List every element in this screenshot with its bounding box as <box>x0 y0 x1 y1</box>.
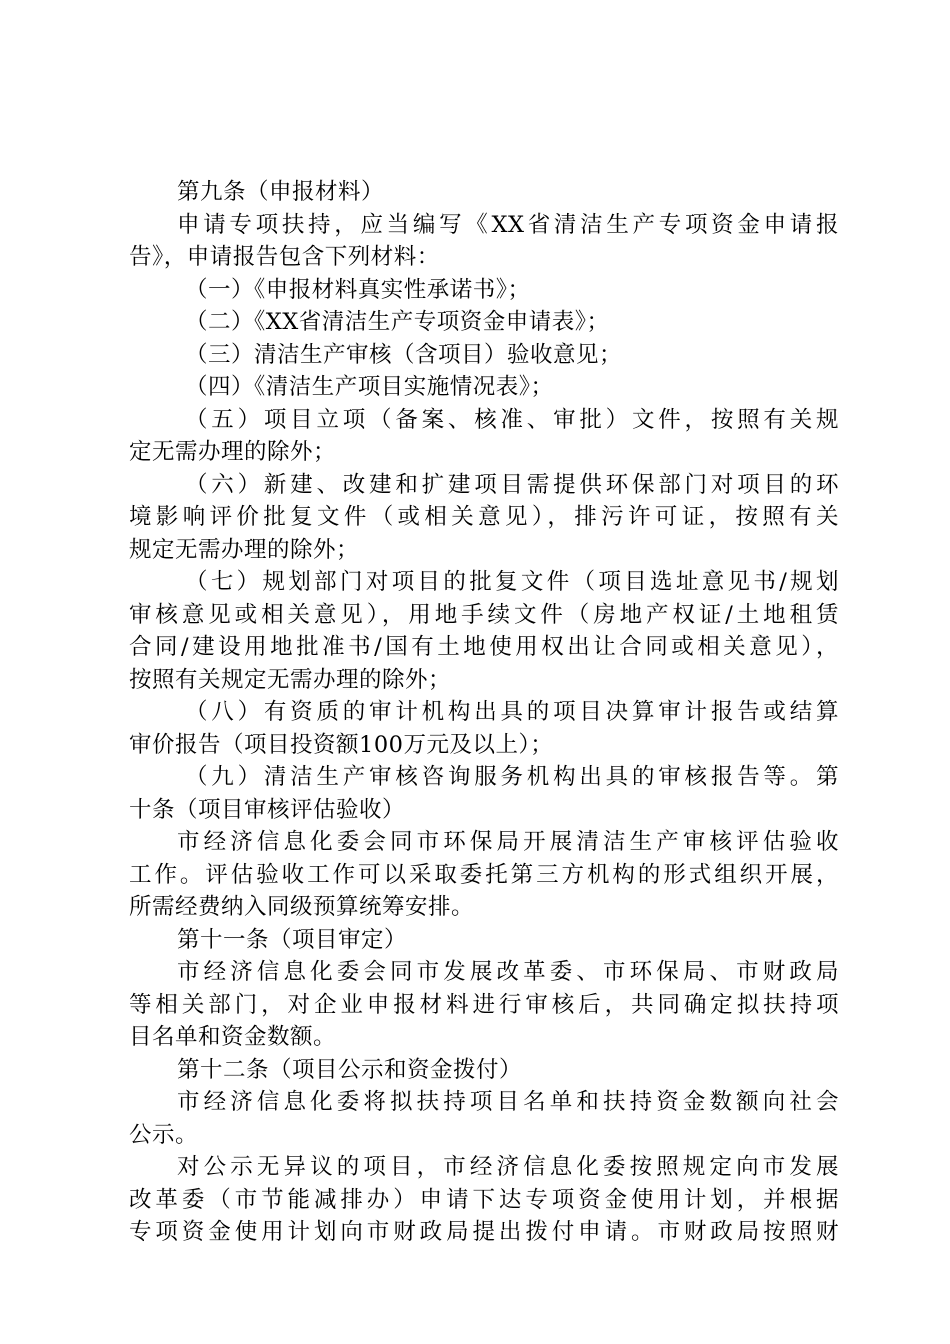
text-line: 审核意见或相关意见），用地手续文件（房地产权证/土地租赁 <box>129 601 839 628</box>
text-line: （六）新建、改建和扩建项目需提供环保部门对项目的环 <box>185 471 839 498</box>
text-line: 按照有关规定无需办理的除外； <box>129 666 452 693</box>
text-line: 目名单和资金数额。 <box>129 1024 337 1050</box>
text-line: 审价报告（项目投资额100万元及以上）； <box>129 731 554 758</box>
text-line: 第十一条（项目审定） <box>177 926 408 953</box>
text-line: 第十二条（项目公示和资金拨付） <box>177 1056 523 1083</box>
text-line: （四）《清洁生产项目实施情况表》； <box>185 374 554 400</box>
text-line: 工作。评估验收工作可以采取委托第三方机构的形式组织开展， <box>129 861 839 888</box>
text-line: 等相关部门，对企业申报材料进行审核后，共同确定拟扶持项 <box>129 991 839 1018</box>
text-line: （五）项目立项（备案、核准、审批）文件，按照有关规 <box>185 406 839 433</box>
text-line: 告》，申请报告包含下列材料： <box>129 244 440 270</box>
text-line: 所需经费纳入同级预算统筹安排。 <box>129 894 475 920</box>
text-line: 改革委（市节能减排办）申请下达专项资金使用计划，并根据 <box>129 1186 839 1213</box>
text-line: 对公示无异议的项目，市经济信息化委按照规定向市发展 <box>177 1154 839 1180</box>
text-line: 合同/建设用地批准书/国有土地使用权出让合同或相关意见）， <box>129 634 839 660</box>
text-line: （一）《申报材料真实性承诺书》； <box>185 276 531 303</box>
text-line: 市经济信息化委会同市发展改革委、市环保局、市财政局 <box>177 959 839 985</box>
text-line: （九）清洁生产审核咨询服务机构出具的审核报告等。第 <box>185 764 839 790</box>
text-line: （三）清洁生产审核（含项目）验收意见； <box>185 341 623 368</box>
text-line: 第九条（申报材料） <box>177 179 385 205</box>
text-line: 定无需办理的除外； <box>129 439 337 465</box>
text-line: 境影响评价批复文件（或相关意见），排污许可证，按照有关 <box>129 504 839 530</box>
text-line: 申请专项扶持，应当编写《XX省清洁生产专项资金申请报 <box>177 211 839 238</box>
text-line: 市经济信息化委将拟扶持项目名单和扶持资金数额向社会 <box>177 1089 839 1115</box>
document-body <box>129 176 839 1249</box>
text-line: 规定无需办理的除外； <box>129 536 360 563</box>
text-line: 专项资金使用计划向市财政局提出拨付申请。市财政局按照财 <box>129 1219 839 1245</box>
text-line: （八）有资质的审计机构出具的项目决算审计报告或结算 <box>185 699 839 725</box>
text-line: 市经济信息化委会同市环保局开展清洁生产审核评估验收 <box>177 829 839 855</box>
text-line: （二）《XX省清洁生产专项资金申请表》； <box>185 309 610 335</box>
text-line: 公示。 <box>129 1121 199 1148</box>
text-line: （七）规划部门对项目的批复文件（项目选址意见书/规划 <box>185 569 839 595</box>
text-line: 十条（项目审核评估验收） <box>129 796 406 823</box>
